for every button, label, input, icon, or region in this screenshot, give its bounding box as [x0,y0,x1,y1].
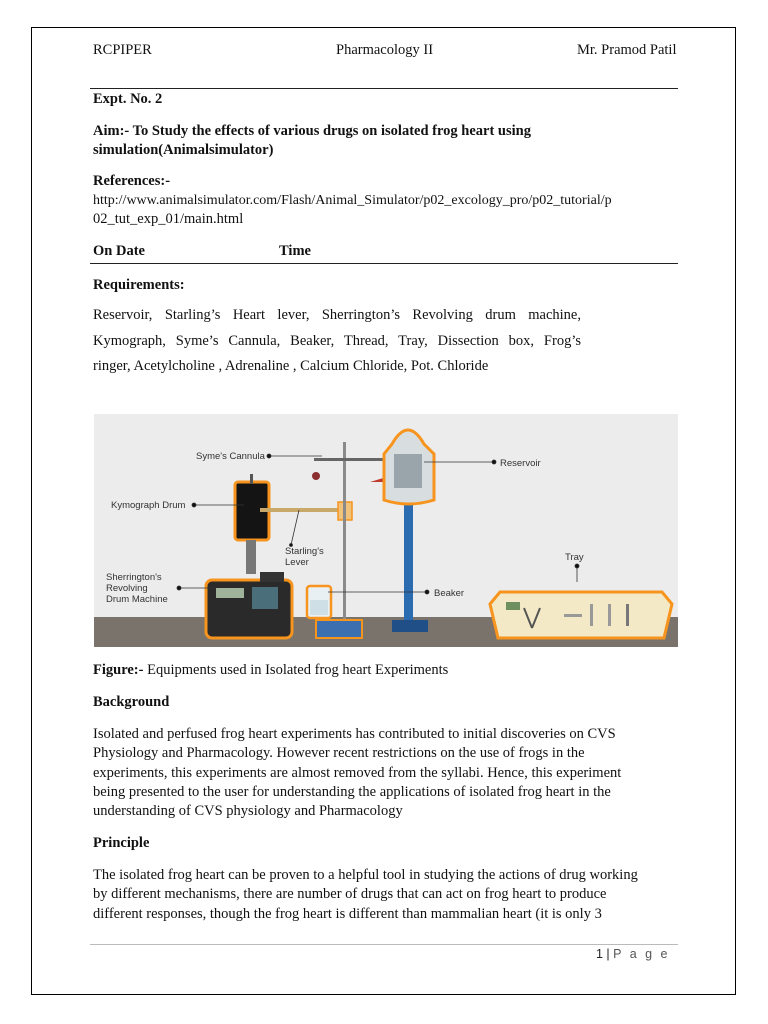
label-reservoir: Reservoir [500,458,541,469]
background-line-4: being presented to the user for understanding the applications of isolated frog heart in the [93,784,611,800]
date-label: On Date [93,243,145,259]
references-heading: References:- [93,173,171,189]
header-center: Pharmacology II [336,42,434,58]
equipment-figure [94,414,678,647]
label-starlings-1: Starling's [285,546,324,557]
figure-caption-prefix: Figure:- [93,662,144,678]
page-number: 1 [595,947,603,961]
reference-link-line-1[interactable]: http://www.animalsimulator.com/Flash/Animal_Simulator/p02_excology_pro/p02_tutorial/p [93,193,612,208]
background-line-2: Physiology and Pharmacology. However recent restrictions on the use of frogs in the [93,745,585,761]
header-left: RCPIPER [93,42,152,58]
label-sherrington-3: Drum Machine [106,594,168,605]
requirements-heading: Requirements: [93,277,185,293]
footer-separator: | [606,947,610,961]
requirements-line-1: Reservoir, Starling’s Heart lever, Sherrington’s Revolving drum machine, [93,307,581,323]
label-symes-cannula: Syme's Cannula [196,451,265,462]
figure-caption [93,661,448,681]
principle-line-2: by different mechanisms, there are number of drugs that can act on frog heart to produce [93,886,607,902]
label-sherrington-1: Sherrington's [106,572,162,583]
label-beaker: Beaker [434,588,465,599]
label-starlings-2: Lever [285,557,309,568]
beaker-icon [307,586,331,618]
aim-line-1: Aim:- To Study the effects of various drugs on isolated frog heart using [93,123,531,139]
reference-link-line-2[interactable]: 02_tut_exp_01/main.html [93,211,244,227]
label-kymograph-drum: Kymograph Drum [111,500,186,511]
experiment-number: Expt. No. 2 [93,91,163,107]
page-footer [596,947,670,961]
aim-line-2: simulation(Animalsimulator) [93,142,274,158]
principle-line-3: different responses, though the frog heart is different than mammalian heart (it is only 3 [93,906,602,922]
header-rule [90,88,678,89]
requirements-line-2: Kymograph, Syme’s Cannula, Beaker, Thread, Tray, Dissection box, Frog’s [93,333,581,349]
figure-caption-text: Equipments used in Isolated frog heart Experiments [143,662,449,678]
principle-line-1: The isolated frog heart can be proven to a helpful tool in studying the actions of drug working [93,867,638,883]
time-label: Time [279,243,311,259]
tray-icon [490,592,672,638]
drum-machine-icon [206,572,292,638]
date-rule [90,263,678,264]
label-tray: Tray [565,552,584,563]
background-line-1: Isolated and perfused frog heart experiments has contributed to initial discoveries on CVS [93,726,616,742]
label-sherrington-2: Revolving [106,583,148,594]
background-heading: Background [93,694,170,710]
requirements-line-3: ringer, Acetylcholine , Adrenaline , Calcium Chloride, Pot. Chloride [93,358,489,374]
header-right: Mr. Pramod Patil [577,42,677,58]
background-line-5: understanding of CVS physiology and Pharmacology [93,803,403,819]
page-word: P a g e [613,947,670,961]
footer-rule [90,944,678,945]
figure-wall [94,414,678,617]
principle-heading: Principle [93,835,150,851]
background-line-3: experiments, this experiments are almost removed from the syllabi. Hence, this experiment [93,765,622,781]
